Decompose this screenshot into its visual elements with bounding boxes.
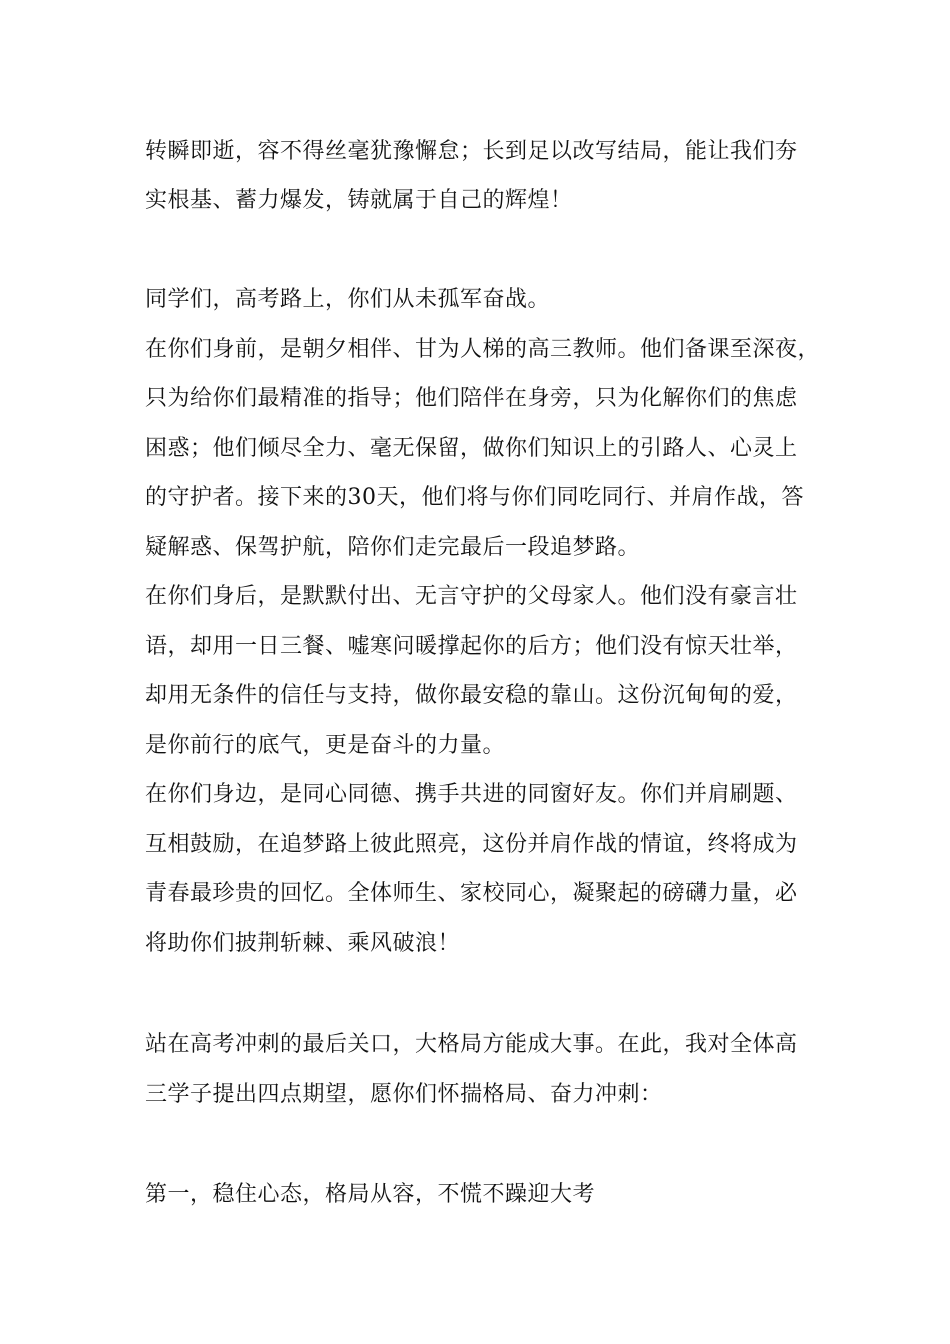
- section-heading: 第一，稳住心态，格局从容，不慌不躁迎大考: [145, 1182, 596, 1207]
- text-line: 将助你们披荆斩棘、乘风破浪！: [145, 931, 461, 956]
- text-line: 在你们身后，是默默付出、无言守护的父母家人。他们没有豪言壮: [145, 584, 798, 609]
- text-line: 却用无条件的信任与支持，做你最安稳的靠山。这份沉甸甸的爱，: [145, 683, 798, 708]
- text-line: 的守护者。接下来的30天，他们将与你们同吃同行、并肩作战，答: [145, 485, 804, 510]
- text-line: 疑解惑、保驾护航，陪你们走完最后一段追梦路。: [145, 535, 641, 560]
- text-line: 只为给你们最精准的指导；他们陪伴在身旁，只为化解你们的焦虑: [145, 386, 798, 411]
- text-line: 互相鼓励，在追梦路上彼此照亮，这份并肩作战的情谊，终将成为: [145, 832, 798, 857]
- text-line: 困惑；他们倾尽全力、毫无保留，做你们知识上的引路人、心灵上: [145, 436, 798, 461]
- text-line: 在你们身前，是朝夕相伴、甘为人梯的高三教师。他们备课至深夜，: [145, 337, 821, 362]
- text-line: 青春最珍贵的回忆。全体师生、家校同心，凝聚起的磅礴力量，必: [145, 881, 798, 906]
- text-line: 是你前行的底气，更是奋斗的力量。: [145, 733, 506, 758]
- text-line: 转瞬即逝，容不得丝毫犹豫懈怠；长到足以改写结局，能让我们夯: [145, 139, 798, 164]
- text-line: 站在高考冲刺的最后关口，大格局方能成大事。在此，我对全体高: [145, 1032, 798, 1057]
- text-line: 语，却用一日三餐、嘘寒问暖撑起你的后方；他们没有惊天壮举，: [145, 634, 798, 659]
- text-line: 在你们身边，是同心同德、携手共进的同窗好友。你们并肩刷题、: [145, 782, 798, 807]
- text-line: 实根基、蓄力爆发，铸就属于自己的辉煌！: [145, 188, 573, 213]
- text-line: 同学们，高考路上，你们从未孤军奋战。: [145, 287, 551, 312]
- text-line: 三学子提出四点期望，愿你们怀揣格局、奋力冲刺：: [145, 1082, 663, 1107]
